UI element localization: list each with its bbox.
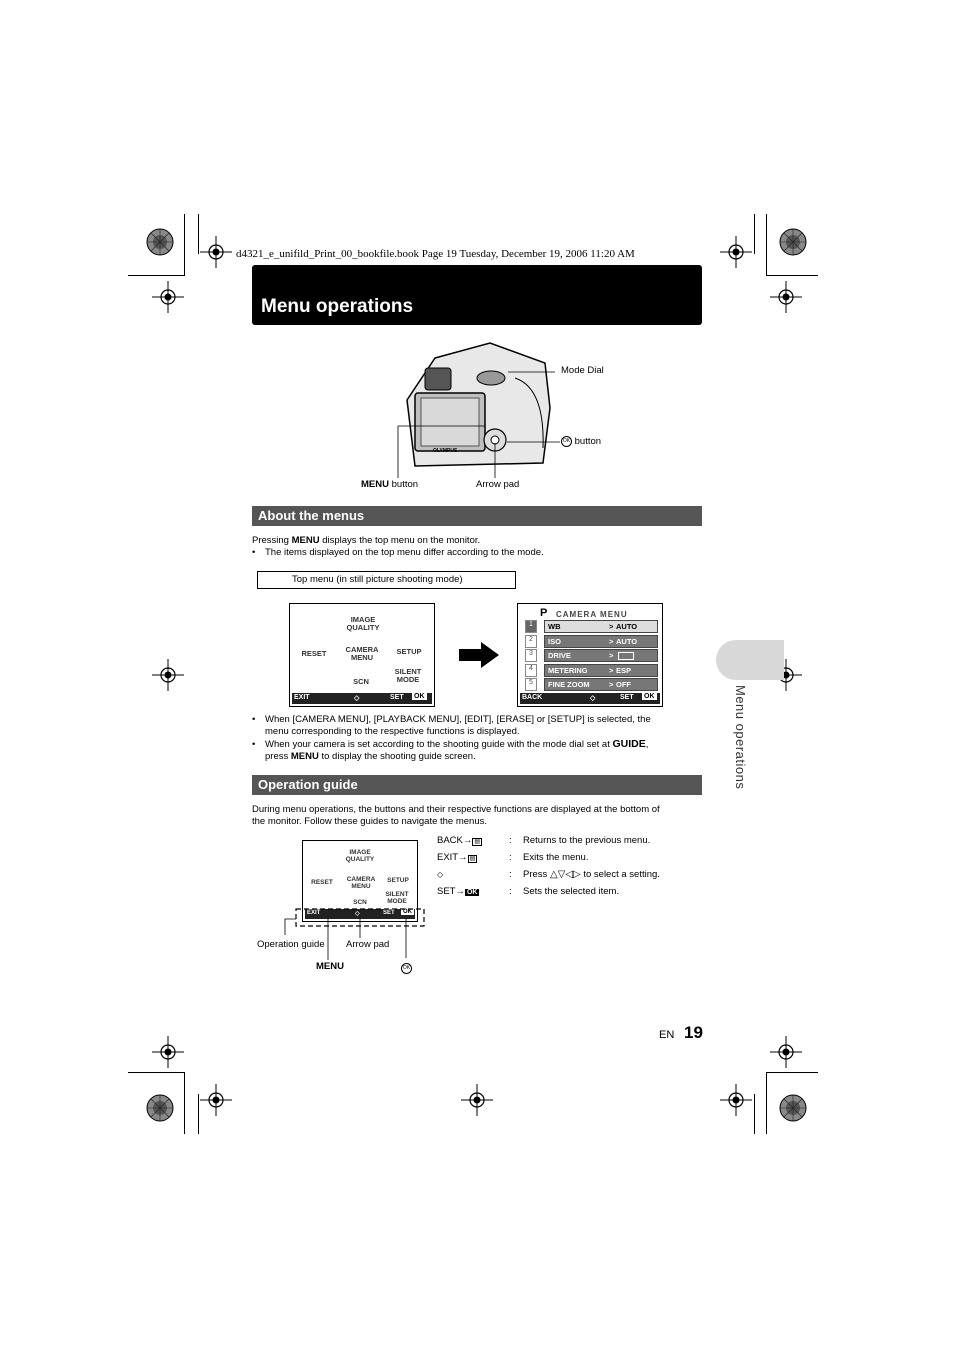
- guide-key-set: SET→ OK: [437, 886, 478, 897]
- guide-ok-icon: OK: [401, 960, 412, 978]
- colon-3: :: [509, 869, 512, 880]
- camera-menu-row-number: 4: [525, 664, 537, 677]
- camera-menu-item-name: ISO: [548, 636, 561, 646]
- camera-menu-label: CAMERA MENU: [345, 645, 379, 662]
- guide-key-back: BACK→ ▤: [437, 835, 481, 846]
- about-bullet-2: • When [CAMERA MENU], [PLAYBACK MENU], [EDIT], [ERASE] or [SETUP] is selected, the menu corresponding to the respective functions is displayed.: [252, 714, 651, 737]
- camera-menu-guide-bar: BACK ◇ SET OK: [520, 693, 660, 704]
- print-header: d4321_e_unifild_Print_00_bookfile.book Page 19 Tuesday, December 19, 2006 11:20 AM: [236, 248, 635, 260]
- arrow-pad-label: Arrow pad: [476, 479, 520, 490]
- about-paragraph: Pressing MENU displays the top menu on the monitor.: [252, 535, 481, 546]
- camera-menu-row[interactable]: [544, 664, 658, 677]
- camera-menu-row[interactable]: [544, 678, 658, 691]
- colon-2: :: [509, 852, 512, 863]
- camera-menu-row-number: 2: [525, 635, 537, 648]
- guide-desc-arrows: Press △▽◁▷ to select a setting.: [523, 869, 660, 880]
- top-menu-guide-bar: EXIT ◇ SET OK: [292, 693, 432, 704]
- submenu-arrow-icon: >: [609, 651, 614, 660]
- menu-button-label: MENU button: [361, 479, 419, 490]
- colon-4: :: [509, 886, 512, 897]
- page-number: 19: [684, 1023, 703, 1042]
- guide-silent-mode-label: SILENT MODE: [385, 891, 409, 905]
- callout-lines: [390, 365, 560, 485]
- setup-label: SETUP: [396, 647, 422, 656]
- section-about-heading: About the menus: [252, 506, 702, 526]
- guide-scn-label: SCN: [353, 899, 367, 906]
- scn-label: SCN: [353, 677, 369, 686]
- camera-menu-row-number: 5: [525, 678, 537, 691]
- colon-1: :: [509, 835, 512, 846]
- camera-menu-row-number: 3: [525, 649, 537, 662]
- guide-desc-back: Returns to the previous menu.: [523, 835, 651, 846]
- camera-menu-item-value: AUTO: [616, 622, 638, 631]
- guide-desc-set: Sets the selected item.: [523, 886, 620, 897]
- operation-guide-label: Operation guide: [257, 939, 325, 950]
- about-bullet-1: • The items displayed on the top menu differ according to the mode.: [252, 547, 544, 558]
- single-drive-icon: [618, 652, 634, 660]
- camera-menu-item-value: ESP: [616, 665, 632, 675]
- guide-reset-label: RESET: [311, 879, 333, 886]
- camera-menu-item-name: WB: [548, 622, 561, 631]
- camera-menu-row[interactable]: [544, 649, 658, 662]
- page-title: Menu operations: [261, 296, 414, 317]
- submenu-arrow-icon: >: [609, 665, 614, 675]
- guide-arrow-pad-label: Arrow pad: [346, 939, 390, 950]
- chapter-tab-label: Menu operations: [733, 685, 748, 790]
- guide-key-arrows: ◇: [437, 870, 444, 879]
- camera-menu-row[interactable]: [544, 635, 658, 648]
- camera-menu-title: CAMERA MENU: [556, 610, 628, 619]
- section-guide-heading: Operation guide: [252, 775, 702, 795]
- guide-key-exit: EXIT→ ▤: [437, 852, 476, 863]
- guide-desc-exit: Exits the menu.: [523, 852, 589, 863]
- mode-p-label: P: [540, 607, 548, 619]
- about-bullet-3: • When your camera is set according to the shooting guide with the mode dial set at GUIDE, press MENU to display the shooting guide screen.: [252, 738, 649, 762]
- language-label: EN: [659, 1029, 675, 1041]
- camera-menu-item-name: METERING: [548, 665, 588, 675]
- top-menu-caption-box: Top menu (in still picture shooting mode): [257, 571, 516, 589]
- camera-menu-item-value: OFF: [616, 680, 631, 689]
- submenu-arrow-icon: >: [609, 680, 614, 689]
- camera-menu-screen: [517, 603, 663, 707]
- camera-menu-row-number: 1: [525, 620, 537, 633]
- image-quality-label: IMAGE QUALITY: [346, 615, 380, 632]
- guide-image-quality-label: IMAGE QUALITY: [345, 849, 375, 863]
- submenu-arrow-icon: >: [609, 636, 614, 646]
- title-bar: [252, 265, 702, 325]
- camera-menu-row[interactable]: [544, 620, 658, 633]
- top-menu-screen: [289, 603, 435, 707]
- guide-camera-menu-label: CAMERA MENU: [346, 876, 376, 890]
- guide-paragraph: During menu operations, the buttons and their respective functions are displayed at the bottom of the monitor. Follow these guides to navigate the menus.: [252, 804, 660, 827]
- camera-menu-item-value: AUTO: [616, 636, 638, 646]
- ok-circle-icon: OK: [561, 436, 572, 447]
- camera-menu-item-name: DRIVE: [548, 651, 571, 660]
- chapter-tab: [716, 640, 784, 680]
- guide-setup-label: SETUP: [387, 877, 409, 884]
- reset-label: RESET: [301, 649, 327, 658]
- guide-menu-label: MENU: [316, 961, 344, 972]
- guide-screen-guide-bar: EXIT ◇ SET OK: [305, 909, 415, 919]
- silent-mode-label: SILENT MODE: [394, 667, 422, 684]
- brand-label: OLYMPUS: [433, 448, 458, 454]
- ok-button-label: OK button: [562, 436, 602, 448]
- submenu-arrow-icon: >: [609, 622, 614, 631]
- right-arrow-icon: [459, 642, 499, 668]
- mode-dial-label: Mode Dial: [561, 365, 604, 376]
- camera-menu-item-name: FINE ZOOM: [548, 680, 590, 689]
